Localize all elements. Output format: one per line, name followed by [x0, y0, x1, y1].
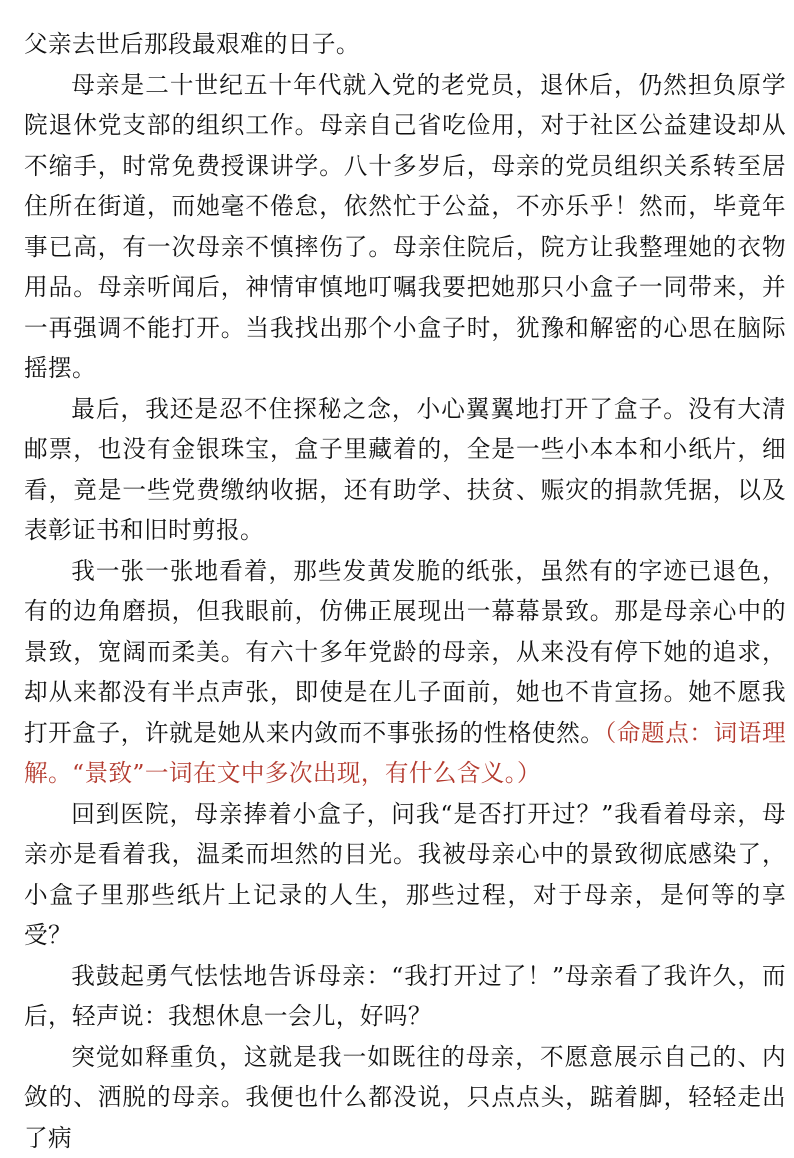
paragraph-mother-party-member: [24, 65, 786, 389]
paragraph-text: 我一张一张地看着，那些发黄发脆的纸张，虽然有的字迹已退色，有的边角磨损，但我眼前，仿佛正展现出一幕幕景致。那是母亲心中的景致，宽阔而柔美。有六十多年党龄的母亲，从来没有停下她的追求，却从来都没有半点声张，即使是在儿子面前，她也不肯宣扬。她不愿我打开盒子，许就是她从来内敛而不事张扬的性格使然。: [24, 557, 786, 747]
paragraph-scenery: [24, 551, 786, 794]
paragraph-opening-box: [24, 389, 786, 551]
paragraph-text: 母亲是二十世纪五十年代就入党的老党员，退休后，仍然担负原学院退休党支部的组织工作。母亲自己省吃俭用，对于社区公益建设却从不缩手，时常免费授课讲学。八十多岁后，母亲的党员组织关系转至居住所在街道，而她毫不倦怠，依然忙于公益，不亦乐乎！然而，毕竟年事已高，有一次母亲不慎摔伤了。母亲住院后，院方让我整理她的衣物用品。母亲听闻后，神情审慎地叮嘱我要把她那只小盒子一同带来，并一再强调不能打开。当我找出那个小盒子时，犹豫和解密的心思在脑际摇摆。: [24, 71, 786, 383]
paragraph-confession: [24, 956, 786, 1037]
document-page: [24, 24, 786, 1158]
paragraph-text: 最后，我还是忍不住探秘之念，小心翼翼地打开了盒子。没有大清邮票，也没有金银珠宝，盒子里藏着的，全是一些小本本和小纸片，细看，竟是一些党费缴纳收据，还有助学、扶贫、赈灾的捐款凭据，以及表彰证书和旧时剪报。: [24, 395, 786, 545]
paragraph-text: 突觉如释重负，这就是我一如既往的母亲，不愿意展示自己的、内敛的、洒脱的母亲。我便也什么都没说，只点点头，踮着脚，轻轻走出了病: [24, 1043, 786, 1152]
paragraph-text: 父亲去世后那段最艰难的日子。: [24, 30, 360, 58]
paragraph-text: 回到医院，母亲捧着小盒子，问我“是否打开过？”我看着母亲，母亲亦是看着我，温柔而坦然的目光。我被母亲心中的景致彻底感染了，小盒子里那些纸片上记录的人生，那些过程，对于母亲，是何等的享受？: [24, 800, 786, 950]
paragraph-continuation: [24, 24, 786, 65]
paragraph-relief: [24, 1037, 786, 1158]
paragraph-text: 我鼓起勇气怯怯地告诉母亲：“我打开过了！”母亲看了我许久，而后，轻声说：我想休息一会儿，好吗？: [24, 962, 786, 1031]
exam-annotation: （命题点：词语理解。“景致”一词在文中多次出现，有什么含义。）: [24, 719, 786, 788]
paragraph-hospital: [24, 794, 786, 956]
